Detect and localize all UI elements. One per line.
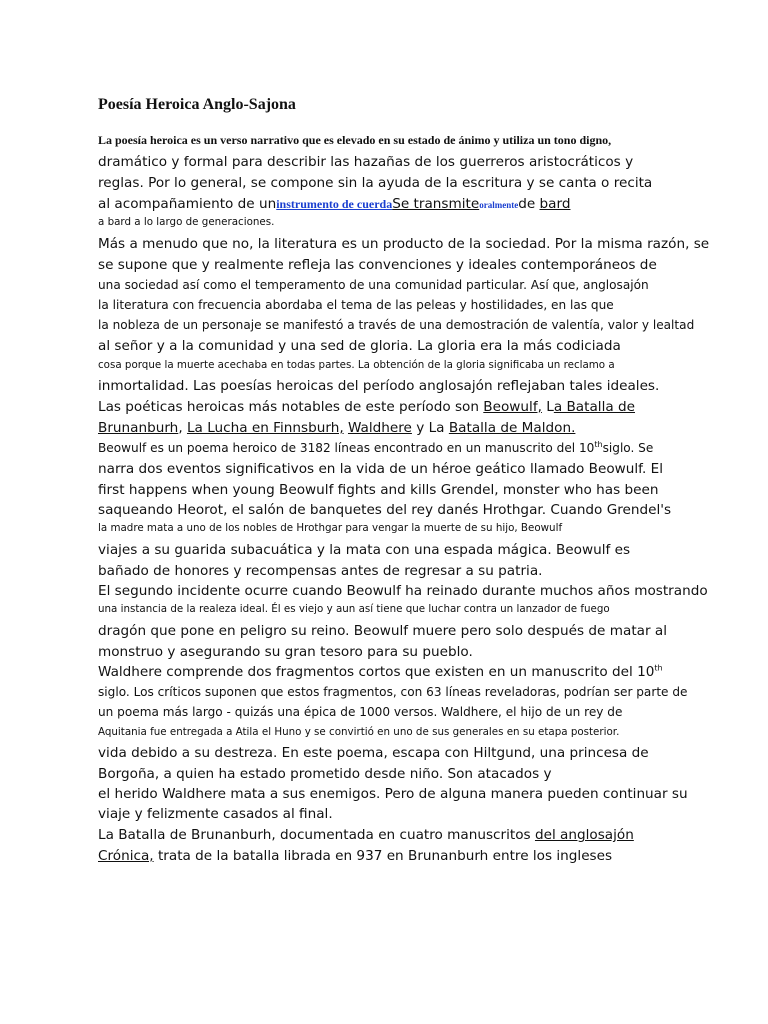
text-line-9: la literatura con frecuencia abordaba el tema de las peleas y hostilidades, en las que bbox=[98, 298, 614, 312]
text-line-34: viaje y felizmente casados al final. bbox=[98, 806, 333, 822]
brunanburh-title-part: a Batalla de bbox=[553, 399, 635, 415]
text-line-35 bbox=[98, 827, 634, 843]
text-line-21: viajes a su guarida subacuática y la mata con una espada mágica. Beowulf es bbox=[98, 542, 631, 558]
text-line-31: vida debido a su destreza. En este poema, escapa con Hiltgund, una princesa de bbox=[98, 745, 649, 761]
text-segment: Se transmite bbox=[392, 196, 480, 212]
text-line-23: El segundo incidente ocurre cuando Beowulf ha reinado durante muchos años mostrando bbox=[98, 583, 708, 599]
text-line-5: a bard a lo largo de generaciones. bbox=[98, 216, 275, 228]
string-instrument-link[interactable]: instrumento de cuerda bbox=[276, 197, 393, 211]
orally-link[interactable]: oralmente bbox=[479, 200, 519, 210]
brunanburh-title: Brunanburh bbox=[98, 420, 179, 436]
text-line-36 bbox=[98, 848, 612, 864]
text-line-13: inmortalidad. Las poesías heroicas del período anglosajón reflejaban tales ideales. bbox=[98, 378, 660, 394]
text-line-3: reglas. Por lo general, se compone sin la ayuda de la escritura y se canta o recita bbox=[98, 175, 653, 191]
text-line-30: Aquitania fue entregada a Atila el Huno y se convirtió en uno de sus generales en su etapa posterior. bbox=[98, 726, 620, 738]
text-line-24: una instancia de la realeza ideal. Él es viejo y aun así tiene que luchar contra un lanzador de fuego bbox=[98, 603, 610, 615]
text-line-8: una sociedad así como el temperamento de una comunidad particular. Así que, anglosajón bbox=[98, 278, 649, 292]
text-line-16 bbox=[98, 441, 653, 455]
text-line-4 bbox=[98, 196, 580, 212]
text-line-1: La poesía heroica es un verso narrativo que es elevado en su estado de ánimo y utiliza un tono digno, bbox=[98, 133, 612, 147]
text-line-17: narra dos eventos significativos en la vida de un héroe geático llamado Beowulf. El bbox=[98, 461, 663, 477]
text-line-18: first happens when young Beowulf fights and kills Grendel, monster who has been bbox=[98, 482, 659, 498]
text-line-26: monstruo y asegurando su gran tesoro para su pueblo. bbox=[98, 644, 473, 660]
text-segment: Las poéticas heroicas más notables de este período son bbox=[98, 399, 484, 415]
text-line-33: el herido Waldhere mata a sus enemigos. Pero de alguna manera pueden continuar su bbox=[98, 786, 688, 802]
text-segment: siglo. Se bbox=[602, 441, 654, 455]
page-title: Poesía Heroica Anglo-Sajona bbox=[98, 96, 296, 113]
superscript: th bbox=[654, 663, 663, 673]
text-line-22: bañado de honores y recompensas antes de regresar a su patria. bbox=[98, 563, 543, 579]
text-line-2: dramático y formal para describir las hazañas de los guerreros aristocráticos y bbox=[98, 154, 634, 170]
text-line-32: Borgoña, a quien ha estado prometido desde niño. Son atacados y bbox=[98, 766, 552, 782]
text-segment: Waldhere comprende dos fragmentos cortos que existen en un manuscrito del 10 bbox=[98, 664, 655, 680]
text-line-7: se supone que y realmente refleja las convenciones y ideales contemporáneos de bbox=[98, 257, 657, 273]
text-segment: y La bbox=[411, 420, 449, 436]
maldon-title: Batalla de Maldon. bbox=[448, 420, 576, 436]
text-line-20: la madre mata a uno de los nobles de Hrothgar para vengar la muerte de su hijo, Beowulf bbox=[98, 522, 563, 534]
chronicle-link[interactable]: Crónica, bbox=[98, 848, 154, 864]
beowulf-title: Beowulf, bbox=[483, 399, 542, 415]
superscript: th bbox=[594, 439, 603, 449]
text-segment: L bbox=[541, 399, 554, 415]
text-line-10: la nobleza de un personaje se manifestó a través de una demostración de valentía, valor y lealtad bbox=[98, 318, 695, 332]
text-line-27 bbox=[98, 664, 663, 680]
text-segment: Beowulf es un poema heroico de 3182 líneas encontrado en un manuscrito del 10 bbox=[98, 441, 595, 455]
text-segment: , bbox=[178, 420, 187, 436]
anglo-saxon-chronicle-link[interactable]: del anglosajón bbox=[534, 827, 634, 843]
text-segment: al acompañamiento de un bbox=[98, 196, 277, 212]
text-line-11: al señor y a la comunidad y una sed de gloria. La gloria era la más codiciada bbox=[98, 338, 621, 354]
text-line-14 bbox=[98, 399, 649, 415]
text-segment: La Batalla de Brunanburh, documentada en cuatro manuscritos bbox=[98, 827, 535, 843]
text-line-12: cosa porque la muerte acechaba en todas partes. La obtención de la gloria significaba un reclamo a bbox=[98, 359, 615, 371]
text-segment: trata de la batalla librada en 937 en Brunanburh entre los ingleses bbox=[153, 848, 613, 864]
text-line-19: saqueando Heorot, el salón de banquetes del rey danés Hrothgar. Cuando Grendel's bbox=[98, 502, 672, 518]
text-line-25: dragón que pone en peligro su reino. Beowulf muere pero solo después de matar al bbox=[98, 623, 667, 639]
text-line-29: un poema más largo - quizás una épica de 1000 versos. Waldhere, el hijo de un rey de bbox=[98, 705, 623, 719]
text-line-28: siglo. Los críticos suponen que estos fragmentos, con 63 líneas reveladoras, podrían ser parte de bbox=[98, 685, 688, 699]
waldhere-title: Waldhere bbox=[347, 420, 412, 436]
text-segment: de bbox=[518, 196, 540, 212]
text-line-6: Más a menudo que no, la literatura es un producto de la sociedad. Por la misma razón, se bbox=[98, 236, 710, 252]
text-line-15 bbox=[98, 420, 575, 436]
bard-link[interactable]: bard bbox=[539, 196, 571, 212]
finnsburh-title: La Lucha en Finnsburh, bbox=[186, 420, 344, 436]
